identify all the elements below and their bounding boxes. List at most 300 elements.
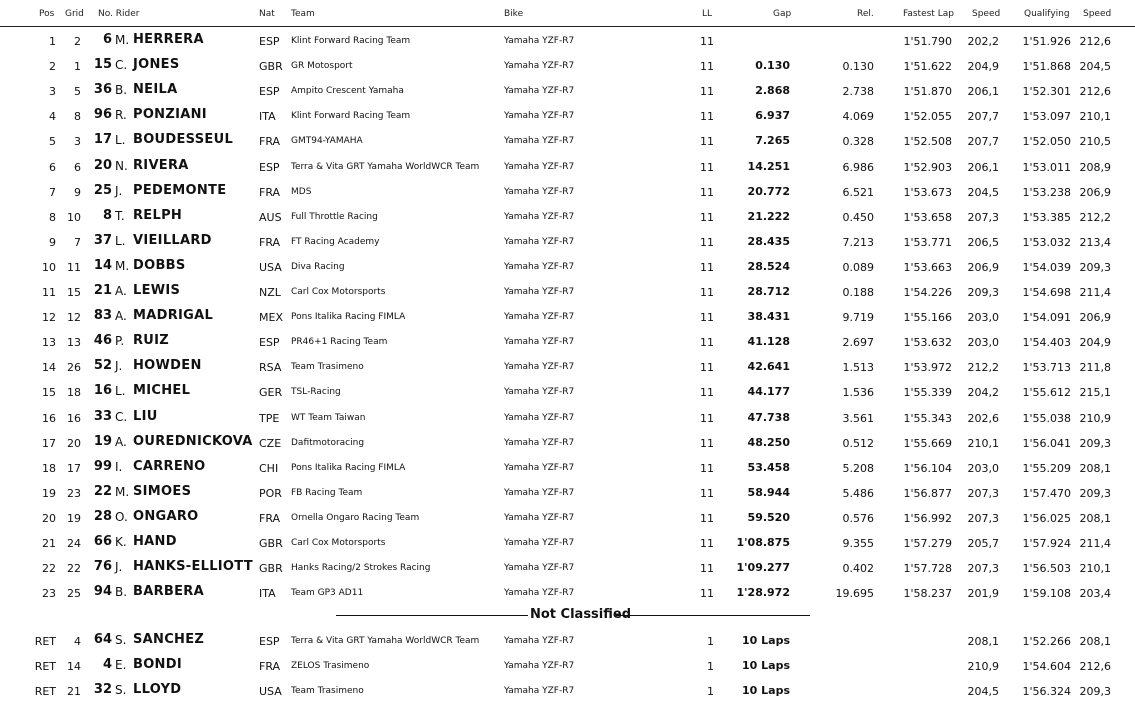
rider-initial: B. xyxy=(115,585,128,600)
gap-to-leader: 7.265 xyxy=(755,134,790,148)
rider-number: 17 xyxy=(93,132,112,148)
fastest-lap: 1'53.673 xyxy=(903,185,952,199)
laps-led: 11 xyxy=(700,85,714,99)
fastest-lap: 1'53.771 xyxy=(903,235,952,249)
top-speed: 208,1 xyxy=(967,635,999,648)
separator-line-left xyxy=(336,615,528,616)
team-name: Pons Italika Racing FIMLA xyxy=(291,312,406,323)
rider-number: 37 xyxy=(93,232,112,248)
rider-surname: BONDI xyxy=(133,657,182,672)
team-name: Ampito Crescent Yamaha xyxy=(291,86,404,97)
gap-to-leader: 1'08.875 xyxy=(736,536,790,549)
table-header xyxy=(0,0,1135,27)
fastest-lap: 1'51.790 xyxy=(903,35,952,48)
team-name: ZELOS Trasimeno xyxy=(291,661,370,671)
qualifying-speed: 209,3 xyxy=(1079,436,1111,450)
fastest-lap: 1'54.226 xyxy=(903,286,952,299)
qualifying-time: 1'54.403 xyxy=(1022,336,1071,350)
fastest-lap: 1'58.237 xyxy=(903,587,952,601)
table-row xyxy=(0,578,1135,603)
grid-position: 22 xyxy=(67,562,81,576)
laps-led: 11 xyxy=(700,35,714,48)
position: 13 xyxy=(42,336,56,350)
gap-relative: 0.576 xyxy=(842,511,874,525)
bike-model: Yamaha YZF-R7 xyxy=(504,211,575,222)
position: 8 xyxy=(49,210,56,224)
grid-position: 4 xyxy=(74,635,81,648)
gap-to-leader: 1'28.972 xyxy=(736,586,790,600)
bike-model: Yamaha YZF-R7 xyxy=(504,686,575,696)
nationality: GBR xyxy=(259,537,283,550)
bike-model: Yamaha YZF-R7 xyxy=(504,36,575,46)
header-speed: Speed xyxy=(972,9,1001,19)
rider-surname: RIVERA xyxy=(133,157,189,173)
nationality: FRA xyxy=(259,185,281,199)
qualifying-time: 1'53.032 xyxy=(1022,235,1071,249)
header-qualifying: Qualifying xyxy=(1024,9,1070,19)
rider-surname: LIU xyxy=(133,408,158,424)
top-speed: 205,7 xyxy=(967,537,999,550)
gap-to-leader: 44.177 xyxy=(747,385,790,399)
laps-led: 11 xyxy=(700,511,714,525)
grid-position: 24 xyxy=(67,537,81,550)
rider-number: 16 xyxy=(93,383,112,399)
gap-to-leader: 47.738 xyxy=(747,410,790,424)
rider-number: 66 xyxy=(93,534,112,549)
fastest-lap: 1'57.728 xyxy=(903,562,952,576)
rider-number: 46 xyxy=(93,333,112,349)
bike-model: Yamaha YZF-R7 xyxy=(504,487,575,498)
position: 21 xyxy=(42,537,56,550)
qualifying-speed: 208,1 xyxy=(1079,511,1111,525)
gap-to-leader: 28.524 xyxy=(747,259,790,273)
team-name: Team Trasimeno xyxy=(291,686,364,696)
position: 17 xyxy=(42,436,56,450)
fastest-lap: 1'51.622 xyxy=(903,60,952,74)
header-ll: LL xyxy=(702,9,713,19)
qualifying-speed: 215,1 xyxy=(1079,386,1111,400)
rider-number: 94 xyxy=(93,584,112,600)
fastest-lap: 1'57.279 xyxy=(903,537,952,550)
qualifying-speed: 209,3 xyxy=(1079,486,1111,500)
fastest-lap: 1'53.658 xyxy=(903,210,952,224)
qualifying-speed: 210,1 xyxy=(1079,110,1111,124)
laps-led: 11 xyxy=(700,486,714,500)
rider-number: 76 xyxy=(93,559,112,575)
gap-relative: 2.738 xyxy=(842,85,874,99)
laps-led: 1 xyxy=(707,660,714,673)
rider-initial: J. xyxy=(115,183,123,198)
rider-surname: OUREDNICKOVA xyxy=(133,433,253,449)
rider-number: 6 xyxy=(102,32,112,47)
fastest-lap: 1'56.992 xyxy=(903,511,952,525)
rider-surname: VIEILLARD xyxy=(133,232,212,248)
laps-led: 11 xyxy=(700,210,714,224)
header-gap: Gap xyxy=(773,9,792,19)
grid-position: 3 xyxy=(74,135,81,149)
nationality: USA xyxy=(259,685,282,698)
rider-number: 64 xyxy=(93,632,112,647)
position: 20 xyxy=(42,511,56,525)
rider-number: 15 xyxy=(93,57,112,73)
position: 2 xyxy=(49,60,56,74)
laps-led: 11 xyxy=(700,235,714,249)
gap-to-leader: 20.772 xyxy=(747,184,790,198)
bike-model: Yamaha YZF-R7 xyxy=(504,86,575,97)
qualifying-speed: 204,9 xyxy=(1079,336,1111,350)
team-name: Klint Forward Racing Team xyxy=(291,111,411,122)
top-speed: 207,7 xyxy=(967,110,999,124)
grid-position: 21 xyxy=(67,685,81,698)
gap-to-leader: 28.435 xyxy=(747,234,790,248)
team-name: Diva Racing xyxy=(291,261,345,272)
rider-surname: ONGARO xyxy=(133,508,199,524)
rider-number: 28 xyxy=(93,508,112,524)
rider-initial: M. xyxy=(115,484,130,499)
rider-initial: S. xyxy=(115,633,127,647)
qualifying-time: 1'56.324 xyxy=(1022,685,1071,698)
team-name: Team Trasimeno xyxy=(291,362,364,373)
fastest-lap: 1'55.343 xyxy=(903,411,952,425)
nationality: GER xyxy=(259,386,283,400)
grid-position: 17 xyxy=(67,461,81,475)
laps-led: 11 xyxy=(700,135,714,149)
nationality: ESP xyxy=(259,85,280,99)
grid-position: 15 xyxy=(67,286,81,299)
rider-number: 20 xyxy=(93,157,112,173)
team-name: TSL-Racing xyxy=(291,387,341,398)
gap-relative: 6.986 xyxy=(842,160,874,174)
grid-position: 5 xyxy=(74,85,81,99)
bike-model: Yamaha YZF-R7 xyxy=(504,362,575,373)
rider-initial: J. xyxy=(115,560,123,575)
gap-relative: 0.089 xyxy=(842,260,874,274)
gap-relative: 7.213 xyxy=(842,235,874,249)
top-speed: 203,0 xyxy=(967,336,999,350)
top-speed: 203,0 xyxy=(967,311,999,325)
team-name: Ornella Ongaro Racing Team xyxy=(291,512,420,523)
nationality: CHI xyxy=(259,461,279,475)
table-row xyxy=(0,651,1135,676)
gap-to-leader: 1'09.277 xyxy=(736,561,790,575)
position: 12 xyxy=(42,311,56,325)
team-name: Hanks Racing/2 Strokes Racing xyxy=(291,563,431,574)
fastest-lap: 1'53.663 xyxy=(903,260,952,274)
qualifying-speed: 211,8 xyxy=(1079,361,1111,375)
table-row xyxy=(0,101,1135,126)
qualifying-speed: 211,4 xyxy=(1079,286,1111,299)
bike-model: Yamaha YZF-R7 xyxy=(504,111,575,122)
rider-surname: SANCHEZ xyxy=(133,632,205,647)
gap-relative: 9.719 xyxy=(842,311,874,325)
qualifying-time: 1'55.209 xyxy=(1022,461,1071,475)
qualifying-time: 1'53.097 xyxy=(1022,110,1071,124)
rider-initial: L. xyxy=(115,384,126,399)
laps-led: 1 xyxy=(707,635,714,648)
rider-number: 25 xyxy=(93,182,112,198)
bike-model: Yamaha YZF-R7 xyxy=(504,412,575,423)
bike-model: Yamaha YZF-R7 xyxy=(504,563,575,574)
rider-initial: T. xyxy=(115,208,125,223)
laps-led: 11 xyxy=(700,436,714,450)
gap-to-leader: 41.128 xyxy=(747,335,790,349)
nationality: AUS xyxy=(259,210,282,224)
rider-initial: L. xyxy=(115,233,126,248)
rider-initial: S. xyxy=(115,683,127,697)
position: 19 xyxy=(42,486,56,500)
bike-model: Yamaha YZF-R7 xyxy=(504,437,575,448)
team-name: MDS xyxy=(291,186,312,197)
top-speed: 209,3 xyxy=(967,286,999,299)
rider-initial: E. xyxy=(115,658,127,672)
position: 6 xyxy=(49,160,56,174)
qualifying-time: 1'54.039 xyxy=(1022,260,1071,274)
qualifying-speed: 210,9 xyxy=(1079,411,1111,425)
gap-to-leader: 10 Laps xyxy=(742,684,790,697)
gap-relative: 2.697 xyxy=(842,336,874,350)
top-speed: 212,2 xyxy=(967,361,999,375)
table-row xyxy=(0,202,1135,227)
grid-position: 6 xyxy=(74,160,81,174)
bike-model: Yamaha YZF-R7 xyxy=(504,61,575,72)
rider-number: 32 xyxy=(93,682,112,697)
rider-number: 14 xyxy=(93,257,112,273)
nationality: RSA xyxy=(259,361,282,375)
laps-led: 11 xyxy=(700,160,714,174)
gap-to-leader: 14.251 xyxy=(747,159,790,173)
rider-number: 96 xyxy=(93,107,112,123)
table-row xyxy=(0,528,1135,553)
position: 7 xyxy=(49,185,56,199)
nationality: ESP xyxy=(259,160,280,174)
bike-model: Yamaha YZF-R7 xyxy=(504,287,575,297)
top-speed: 207,3 xyxy=(967,210,999,224)
gap-relative: 5.208 xyxy=(842,461,874,475)
gap-to-leader: 28.712 xyxy=(747,285,790,298)
laps-led: 11 xyxy=(700,587,714,601)
qualifying-time: 1'59.108 xyxy=(1022,587,1071,601)
rider-initial: M. xyxy=(115,33,130,47)
gap-relative: 0.130 xyxy=(842,60,874,74)
rider-initial: C. xyxy=(115,58,128,73)
position: 15 xyxy=(42,386,56,400)
table-row xyxy=(0,227,1135,252)
team-name: GR Motosport xyxy=(291,61,353,72)
table-row xyxy=(0,327,1135,352)
laps-led: 11 xyxy=(700,411,714,425)
top-speed: 206,1 xyxy=(967,160,999,174)
table-row xyxy=(0,676,1135,701)
qualifying-speed: 210,5 xyxy=(1079,135,1111,149)
fastest-lap: 1'53.972 xyxy=(903,361,952,375)
table-row xyxy=(0,76,1135,101)
gap-relative: 1.513 xyxy=(842,361,874,375)
laps-led: 11 xyxy=(700,537,714,550)
position: 1 xyxy=(49,35,56,48)
rider-initial: R. xyxy=(115,108,127,123)
top-speed: 204,5 xyxy=(967,685,999,698)
rider-initial: B. xyxy=(115,83,128,98)
gap-to-leader: 53.458 xyxy=(747,460,790,474)
position: 4 xyxy=(49,110,56,124)
position: 14 xyxy=(42,361,56,375)
grid-position: 1 xyxy=(74,60,81,74)
rider-number: 22 xyxy=(93,483,112,499)
bike-model: Yamaha YZF-R7 xyxy=(504,661,575,671)
gap-relative: 0.402 xyxy=(842,562,874,576)
grid-position: 12 xyxy=(67,311,81,325)
grid-position: 16 xyxy=(67,411,81,425)
header-fastest-lap: Fastest Lap xyxy=(903,9,954,19)
qualifying-time: 1'53.713 xyxy=(1022,361,1071,375)
top-speed: 204,2 xyxy=(967,386,999,400)
qualifying-time: 1'57.470 xyxy=(1022,486,1071,500)
rider-number: 33 xyxy=(93,408,112,424)
nationality: GBR xyxy=(259,60,283,74)
gap-to-leader: 10 Laps xyxy=(742,659,790,672)
grid-position: 9 xyxy=(74,185,81,199)
nationality: USA xyxy=(259,260,282,274)
top-speed: 206,9 xyxy=(967,260,999,274)
qualifying-time: 1'56.041 xyxy=(1022,436,1071,450)
rider-surname: RELPH xyxy=(133,207,183,223)
separator-line-right xyxy=(616,615,810,616)
table-row xyxy=(0,428,1135,453)
bike-model: Yamaha YZF-R7 xyxy=(504,136,575,147)
position: 23 xyxy=(42,587,56,601)
gap-to-leader: 58.944 xyxy=(747,485,790,499)
nationality: FRA xyxy=(259,135,281,149)
team-name: Carl Cox Motorsports xyxy=(291,538,386,548)
table-row xyxy=(0,252,1135,277)
bike-model: Yamaha YZF-R7 xyxy=(504,387,575,398)
table-row xyxy=(0,26,1135,51)
laps-led: 11 xyxy=(700,311,714,325)
qualifying-time: 1'52.050 xyxy=(1022,135,1071,149)
qualifying-speed: 206,9 xyxy=(1079,311,1111,325)
bike-model: Yamaha YZF-R7 xyxy=(504,588,575,599)
qualifying-speed: 212,6 xyxy=(1079,85,1111,99)
qualifying-speed: 213,4 xyxy=(1079,235,1111,249)
laps-led: 11 xyxy=(700,185,714,199)
qualifying-speed: 209,3 xyxy=(1079,685,1111,698)
gap-relative: 3.561 xyxy=(842,411,874,425)
qualifying-speed: 208,1 xyxy=(1079,635,1111,648)
gap-relative: 19.695 xyxy=(835,587,874,601)
rider-number: 19 xyxy=(93,433,112,449)
gap-to-leader: 0.130 xyxy=(755,59,790,73)
rider-initial: K. xyxy=(115,535,127,549)
laps-led: 11 xyxy=(700,260,714,274)
rider-initial: L. xyxy=(115,133,126,148)
header-qual-speed: Speed xyxy=(1083,9,1112,19)
top-speed: 210,1 xyxy=(967,436,999,450)
top-speed: 202,2 xyxy=(967,35,999,48)
table-row xyxy=(0,626,1135,651)
rider-surname: RUIZ xyxy=(133,333,170,349)
table-row xyxy=(0,403,1135,428)
header-no-rider: No. Rider xyxy=(98,9,140,19)
fastest-lap: 1'55.669 xyxy=(903,436,952,450)
bike-model: Yamaha YZF-R7 xyxy=(504,261,575,272)
qualifying-speed: 212,6 xyxy=(1079,660,1111,673)
rider-surname: HAND xyxy=(133,534,177,549)
bike-model: Yamaha YZF-R7 xyxy=(504,512,575,523)
rider-initial: A. xyxy=(115,284,127,298)
rider-number: 4 xyxy=(102,657,112,672)
qualifying-time: 1'56.503 xyxy=(1022,562,1071,576)
header-grid: Grid xyxy=(65,9,84,19)
top-speed: 203,0 xyxy=(967,461,999,475)
gap-to-leader: 21.222 xyxy=(747,209,790,223)
separator-label: Not Classified xyxy=(530,607,632,622)
laps-led: 11 xyxy=(700,386,714,400)
header-team: Team xyxy=(291,9,315,19)
fastest-lap: 1'56.877 xyxy=(903,486,952,500)
nationality: ITA xyxy=(259,110,276,124)
qualifying-time: 1'51.926 xyxy=(1022,35,1071,48)
rider-number: 21 xyxy=(93,283,112,298)
team-name: Full Throttle Racing xyxy=(291,211,378,222)
position: RET xyxy=(34,660,56,673)
qualifying-time: 1'54.698 xyxy=(1022,286,1071,299)
gap-to-leader: 48.250 xyxy=(747,435,790,449)
qualifying-speed: 210,1 xyxy=(1079,562,1111,576)
qualifying-time: 1'55.038 xyxy=(1022,411,1071,425)
top-speed: 207,3 xyxy=(967,511,999,525)
rider-number: 99 xyxy=(93,458,112,474)
grid-position: 19 xyxy=(67,511,81,525)
laps-led: 11 xyxy=(700,461,714,475)
qualifying-time: 1'53.011 xyxy=(1022,160,1071,174)
gap-relative: 0.328 xyxy=(842,135,874,149)
nationality: CZE xyxy=(259,436,282,450)
rider-initial: P. xyxy=(115,334,125,349)
rider-initial: A. xyxy=(115,309,127,324)
table-row xyxy=(0,352,1135,377)
grid-position: 26 xyxy=(67,361,81,375)
fastest-lap: 1'56.104 xyxy=(903,461,952,475)
qualifying-speed: 204,5 xyxy=(1079,60,1111,74)
table-row xyxy=(0,126,1135,151)
table-row xyxy=(0,503,1135,528)
fastest-lap: 1'53.632 xyxy=(903,336,952,350)
fastest-lap: 1'51.870 xyxy=(903,85,952,99)
table-row xyxy=(0,377,1135,402)
team-name: Team GP3 AD11 xyxy=(291,588,364,599)
gap-relative: 0.512 xyxy=(842,436,874,450)
nationality: MEX xyxy=(259,311,283,325)
nationality: ESP xyxy=(259,35,280,48)
nationality: ITA xyxy=(259,587,276,601)
nationality: FRA xyxy=(259,235,281,249)
rider-initial: O. xyxy=(115,509,128,524)
table-row xyxy=(0,277,1135,302)
qualifying-time: 1'52.266 xyxy=(1022,635,1071,648)
bike-model: Yamaha YZF-R7 xyxy=(504,312,575,323)
rider-surname: CARRENO xyxy=(133,458,206,474)
nationality: ESP xyxy=(259,336,280,350)
grid-position: 10 xyxy=(67,210,81,224)
header-bike: Bike xyxy=(504,9,524,19)
laps-led: 1 xyxy=(707,685,714,698)
qualifying-speed: 208,9 xyxy=(1079,160,1111,174)
team-name: Terra & Vita GRT Yamaha WorldWCR Team xyxy=(291,636,480,646)
gap-to-leader: 2.868 xyxy=(755,84,790,98)
rider-surname: LEWIS xyxy=(133,283,181,298)
gap-relative: 0.450 xyxy=(842,210,874,224)
fastest-lap: 1'52.903 xyxy=(903,160,952,174)
